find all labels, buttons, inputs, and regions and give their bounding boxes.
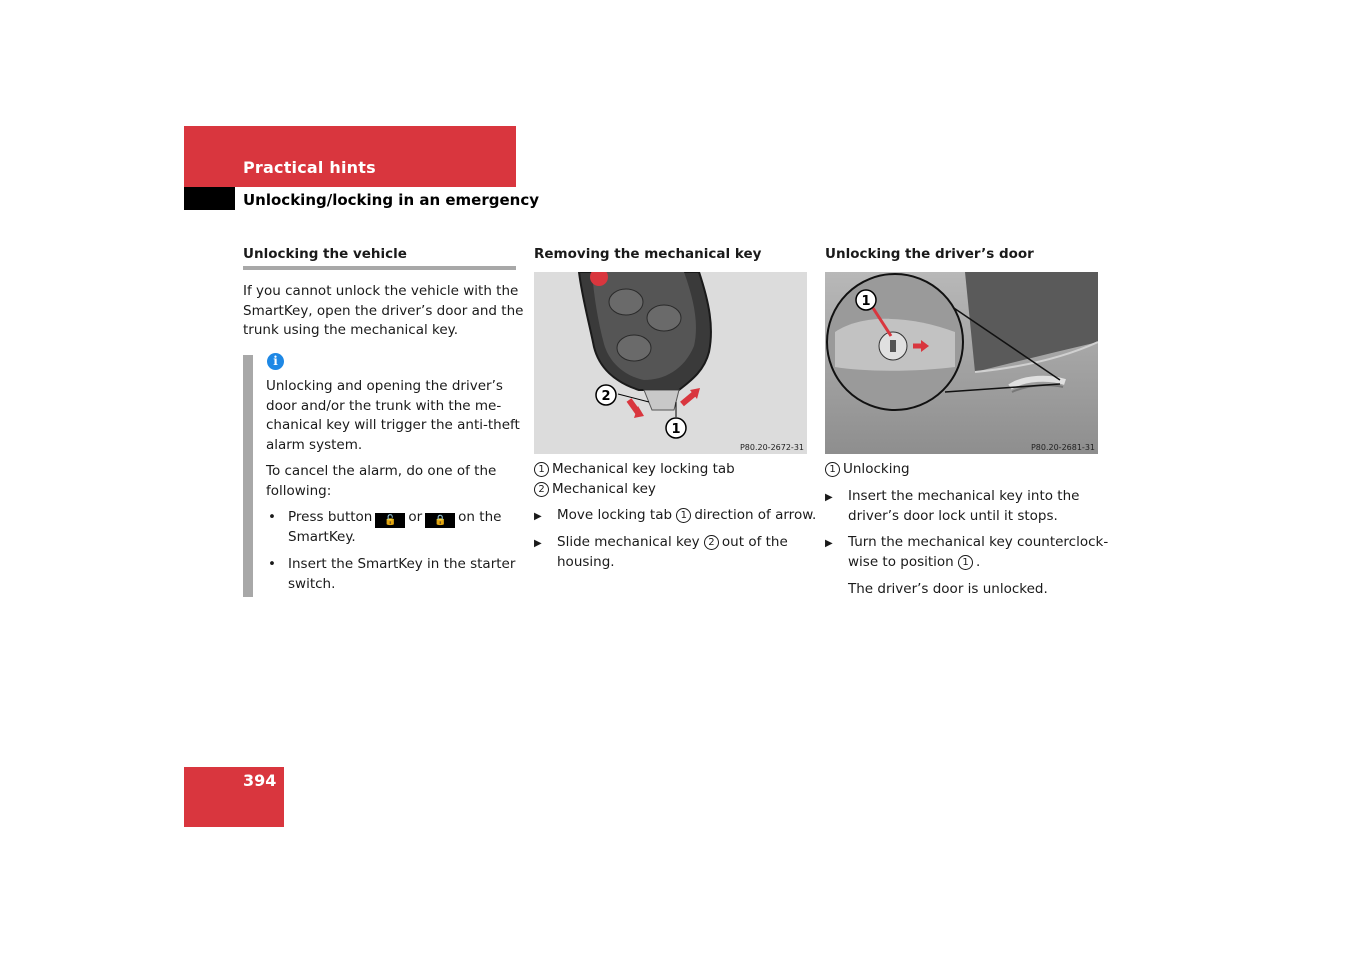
smartkey-illustration [534,272,807,454]
col1-intro: If you cannot unlock the vehicle with the SmartKey, open the driver’s door and the trunk using the mechanical key. [243,283,524,338]
col3-step-1: Insert the mechanical key into the driver’s door lock until it stops. [848,488,1080,524]
col2-image-code: P80.20-2672-31 [739,443,804,452]
header-black-bar [184,187,235,210]
note-paragraph-1: Unlocking and opening the driver’s door and/or the trunk with the me- chanical key will trigger the anti-theft alarm system. [266,378,520,453]
note-paragraph-2: To cancel the alarm, do one of the following: [266,463,497,499]
legend-item: 1 Mechanical key locking tab [534,460,735,480]
col3-step-2: Turn the mechanical key counterclock- wise to position 1 . [848,534,1109,570]
col3-step-arrow-1: ▶ [825,492,833,503]
unlock-button-icon: 🔓 [375,513,405,528]
lock-button-icon: 🔒 [425,513,455,528]
info-icon: i [267,353,284,370]
header-red-block [184,126,516,187]
section-title: Practical hints [243,158,376,177]
col1-heading-rule [243,266,516,270]
note-side-bar [243,355,253,597]
col3-legend [825,460,910,480]
col3-step-arrow-2: ▶ [825,538,833,549]
legend-item: 1 Unlocking [825,460,910,480]
col3-heading: Unlocking the driver’s door [825,246,1034,262]
page-number: 394 [243,771,277,790]
col2-step-1: Move locking tab 1 direction of arrow. [557,507,817,523]
callout-2-label: 2 [601,389,611,404]
note-bullet-1: Press button 🔓 or 🔒 on the SmartKey. [288,509,502,545]
col2-step-2: Slide mechanical key 2 out of the housing. [557,534,788,570]
door-handle-illustration [825,272,1098,454]
col1-heading: Unlocking the vehicle [243,246,407,262]
col2-heading: Removing the mechanical key [534,246,762,262]
callout-1-label: 1 [671,422,681,437]
col2-legend [534,460,735,499]
callout-1-label: 1 [861,294,871,309]
note-bullet-dot-1: • [268,509,276,525]
subsection-title: Unlocking/locking in an emergency [243,191,540,209]
note-bullet-dot-2: • [268,556,276,572]
col2-step-arrow-2: ▶ [534,538,542,549]
legend-item: 2 Mechanical key [534,480,735,500]
col3-image-code: P80.20-2681-31 [1030,443,1095,452]
col3-result: The driver’s door is unlocked. [848,581,1048,597]
note-bullet-2: Insert the SmartKey in the starter switch. [288,556,516,592]
col2-step-arrow-1: ▶ [534,511,542,522]
